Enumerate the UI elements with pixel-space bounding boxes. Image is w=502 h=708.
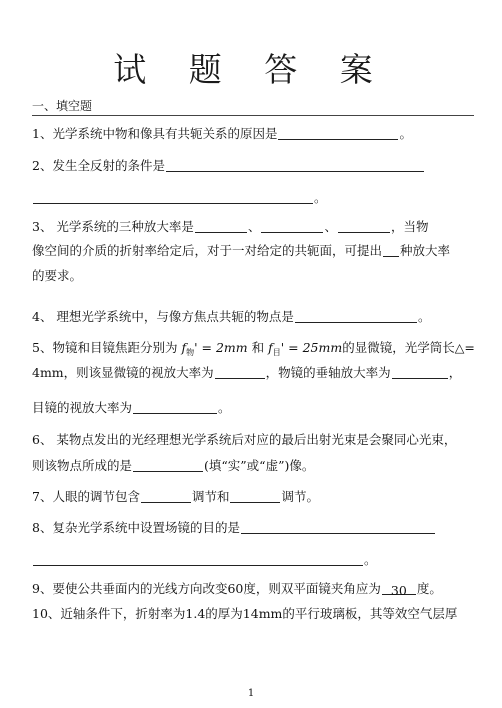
answer-blank: [230, 490, 280, 503]
header-divider: [32, 115, 474, 116]
question-3-text-2b: 种放大率: [400, 243, 451, 258]
question-1-end: 。: [399, 126, 412, 141]
question-5-text-3: 目镜的视放大率为: [32, 400, 133, 415]
question-10-text: 10、近轴条件下，折射率为1.4的厚为14mm的平行玻璃板，其等效空气层厚: [32, 606, 458, 621]
question-7-end: 调节。: [281, 489, 319, 504]
objective-focal-length: $f_物' = 2mm$: [181, 340, 248, 357]
question-6-end: (填“实”或“虚”)像。: [204, 458, 315, 473]
question-6: [32, 431, 474, 448]
question-2-end: 。: [314, 190, 327, 205]
comma: ，: [448, 365, 462, 380]
question-5-cont2: [32, 399, 474, 416]
question-5-end: 。: [218, 400, 231, 415]
question-8-end: 。: [364, 552, 377, 567]
answer-blank: [278, 127, 398, 140]
question-3: [32, 218, 474, 235]
question-2: [32, 157, 474, 174]
answer-blank: [133, 459, 203, 472]
question-3-cont2: [32, 267, 474, 284]
question-7-text-b: 调节和: [191, 489, 230, 504]
question-5-tail: 的显微镜，光学筒长△=: [342, 340, 475, 355]
separator: 、: [247, 219, 261, 234]
answer-blank: [392, 366, 448, 379]
answer-blank: [33, 191, 313, 204]
question-3-text-2: 像空间的介质的折射率给定后，对于一对给定的共轭面，可提出: [32, 243, 383, 258]
page-number: 1: [247, 688, 255, 699]
question-4-end: 。: [417, 309, 431, 324]
question-6-text-2: 则该物点所成的是: [32, 458, 133, 473]
question-5: [32, 339, 474, 361]
question-8: [32, 519, 474, 536]
question-7-text: 7、人眼的调节包含: [32, 489, 140, 504]
question-2-text: 2、发生全反射的条件是: [32, 158, 165, 173]
answer-blank: [33, 553, 363, 566]
question-6-cont: [32, 457, 474, 474]
answer-blank: [338, 220, 390, 233]
question-5-text-2: 4mm，则该显微镜的视放大率为: [32, 365, 214, 380]
conjunction: 和: [251, 340, 265, 355]
question-10: [32, 605, 474, 622]
question-1-text: 1、光学系统中物和像具有共轭关系的原因是: [32, 126, 278, 141]
answer-blank: [195, 220, 247, 233]
question-7: [32, 488, 474, 505]
question-8-cont: [32, 551, 474, 568]
answer-blank: [241, 521, 435, 534]
question-2-cont: [32, 189, 474, 206]
answer-filled: 30: [382, 582, 416, 595]
question-6-text: 6、 某物点发出的光经理想光学系统后对应的最后出射光束是会聚同心光束，: [32, 432, 457, 447]
answer-blank: [215, 366, 265, 379]
question-4-text: 4、 理想光学系统中，与像方焦点共轭的物点是: [32, 309, 294, 324]
question-1: [32, 125, 474, 142]
answer-blank: [166, 159, 424, 172]
answer-blank: [261, 220, 323, 233]
page-title: 试 题 答 案: [113, 50, 389, 89]
question-5-text: 5、物镜和目镜焦距分别为: [32, 340, 178, 355]
eyepiece-focal-length: $f_目' = 25mm$: [268, 340, 343, 357]
question-3-cont: [32, 242, 474, 259]
answer-blank: [133, 401, 217, 414]
question-3-text-3: 的要求。: [32, 268, 83, 283]
separator: 、: [324, 219, 337, 234]
question-8-text: 8、复杂光学系统中设置场镜的目的是: [32, 520, 240, 535]
question-3-text: 3、 光学系统的三种放大率是: [32, 219, 194, 234]
question-5-text-2b: ，物镜的垂轴放大率为: [265, 365, 391, 380]
answer-blank: [141, 490, 191, 503]
answer-blank: [295, 310, 417, 323]
question-3-tail: ，当物: [390, 219, 429, 234]
question-9: [32, 580, 474, 597]
question-4: [32, 308, 474, 325]
answer-blank: [383, 244, 399, 257]
question-9-text: 9、要使公共垂面内的光线方向改变60度，则双平面镜夹角应为: [32, 581, 381, 596]
question-9-end: 度。: [416, 581, 442, 596]
section-heading: 一、填空题: [32, 99, 93, 113]
question-5-cont: [32, 364, 474, 381]
